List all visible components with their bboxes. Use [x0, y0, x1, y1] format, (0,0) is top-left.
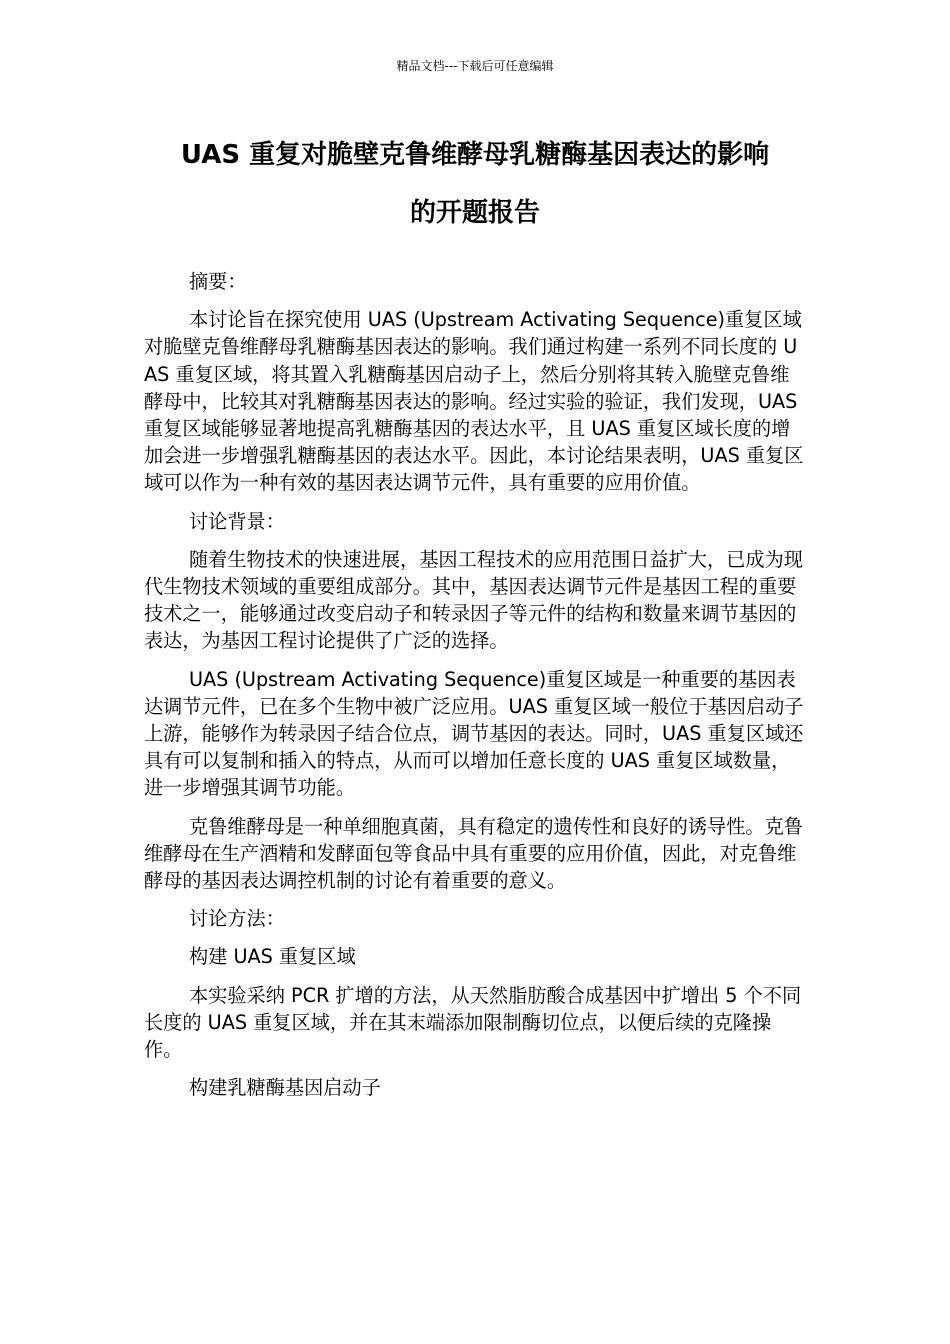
method-2-heading: 构建乳糖酶基因启动子 — [189, 1076, 381, 1100]
document-title-line-1: UAS 重复对脆壁克鲁维酵母乳糖酶基因表达的影响 — [180, 140, 770, 170]
background-paragraph-1: 随着生物技术的快速进展，基因工程技术的应用范围日益扩大，已成为现代生物技术领域的重要组成部分。其中，基因表达调节元件是基因工程的重要技术之一，能够通过改变启动子和转录因子等元件的结构和数量来调节基因的表达，为基因工程讨论提供了广泛的选择。 — [144, 547, 803, 653]
methods-label: 讨论方法： — [189, 907, 285, 931]
abstract-paragraph: 本讨论旨在探究使用 UAS (Upstream Activating Sequence)重复区域对脆壁克鲁维酵母乳糖酶基因表达的影响。我们通过构建一系列不同长度的 UAS 重复区域，将其置入乳糖酶基因启动子上，然后分别将其转入脆壁克鲁维酵母中，比较其对乳糖酶基因表达的影响。经过实验的验证，我们发现，UAS 重复区域能够显著地提高乳糖酶基因的表达水平，且 UAS 重复区域长度的增加会进一步增强乳糖酶基因的表达水平。因此，本讨论结果表明，UAS 重复区域可以作为一种有效的基因表达调节元件，具有重要的应用价值。 — [144, 308, 804, 495]
abstract-label: 摘要： — [189, 270, 247, 293]
background-paragraph-3: 克鲁维酵母是一种单细胞真菌，具有稳定的遗传性和良好的诱导性。克鲁维酵母在生产酒精和发酵面包等食品中具有重要的应用价值，因此，对克鲁维酵母的基因表达调控机制的讨论有着重要的意义。 — [144, 814, 803, 893]
header-note: 精品文档---下载后可任意编辑 — [396, 59, 554, 73]
method-1-paragraph: 本实验采纳 PCR 扩增的方法，从天然脂肪酸合成基因中扩增出 5 个不同长度的 UAS 重复区域，并在其末端添加限制酶切位点，以便后续的克隆操作。 — [144, 983, 802, 1062]
method-1-heading: 构建 UAS 重复区域 — [189, 945, 356, 969]
document-body — [144, 268, 806, 1112]
document-title-line-2: 的开题报告 — [409, 198, 540, 228]
background-label: 讨论背景： — [189, 509, 285, 533]
background-paragraph-2: UAS (Upstream Activating Sequence)重复区域是一种重要的基因表达调节元件，已在多个生物中被广泛应用。UAS 重复区域一般位于基因启动子上游，能够作为转录因子结合位点，调节基因的表达。同时，UAS 重复区域还具有可以复制和插入的特点，从而可以增加任意长度的 UAS 重复区域数量，进一步增强其调节功能。 — [144, 667, 804, 800]
